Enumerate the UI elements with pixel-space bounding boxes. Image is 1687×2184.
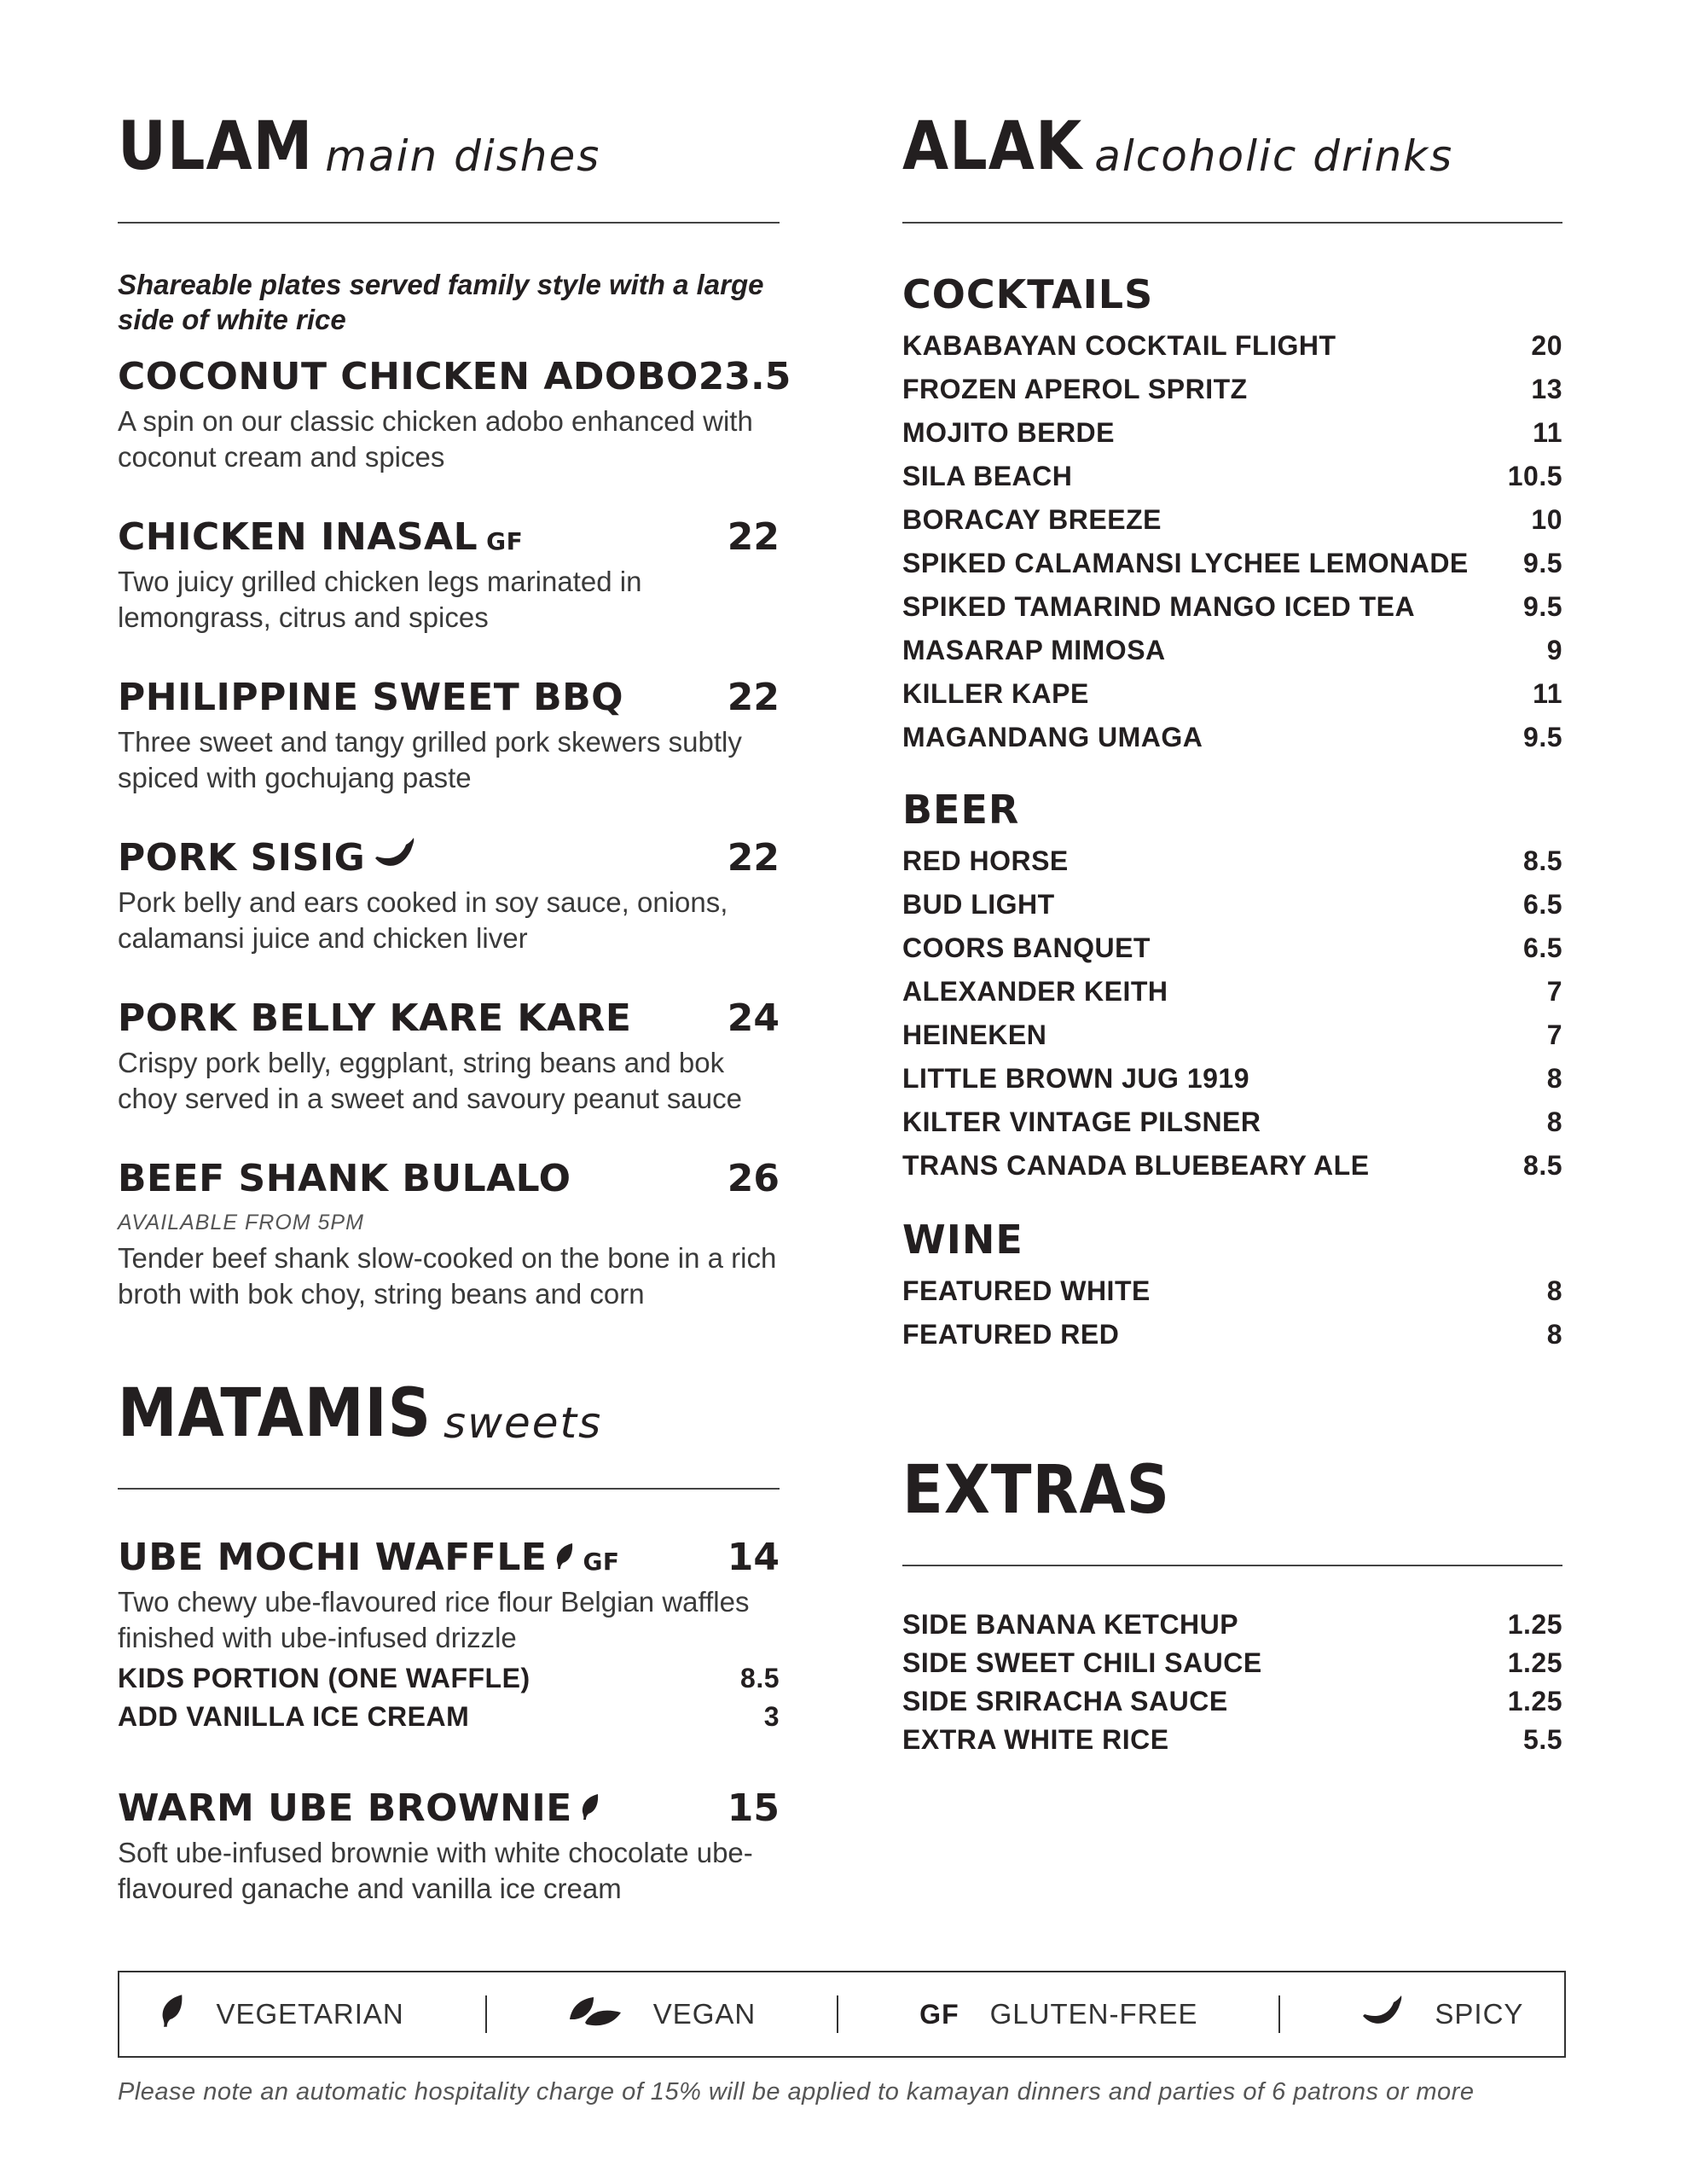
item-price: 10 bbox=[1531, 504, 1562, 535]
list-item bbox=[902, 926, 1562, 970]
item-name: BUD LIGHT bbox=[902, 889, 1055, 920]
dish-description: Two chewy ube-flavoured rice flour Belgian waffles finished with ube-infused drizzle bbox=[118, 1586, 750, 1653]
item-price: 8.5 bbox=[1523, 1150, 1562, 1181]
dish-philippine-sweet-bbq bbox=[118, 676, 780, 796]
item-price: 8 bbox=[1546, 1107, 1562, 1137]
item-name: SPIKED CALAMANSI LYCHEE LEMONADE bbox=[902, 548, 1469, 578]
item-price: 9.5 bbox=[1523, 548, 1562, 578]
item-name: SIDE BANANA KETCHUP bbox=[902, 1609, 1239, 1640]
dish-price: 14 bbox=[727, 1536, 780, 1579]
item-price: 9.5 bbox=[1523, 591, 1562, 622]
dish-name: PHILIPPINE SWEET BBQ bbox=[118, 676, 624, 719]
dish-name-group bbox=[118, 1786, 600, 1830]
list-item bbox=[902, 498, 1562, 542]
ulam-divider bbox=[118, 222, 780, 224]
dish-name-group bbox=[118, 1536, 620, 1579]
category-wine bbox=[902, 1217, 1562, 1356]
item-name: HEINEKEN bbox=[902, 1019, 1047, 1050]
availability-note: AVAILABLE FROM 5PM bbox=[118, 1211, 364, 1234]
leaf-icon bbox=[555, 1536, 574, 1579]
list-item bbox=[902, 1721, 1562, 1759]
list-item bbox=[902, 324, 1562, 368]
leaf-icon bbox=[581, 1786, 600, 1830]
item-name: SPIKED TAMARIND MANGO ICED TEA bbox=[902, 591, 1416, 622]
item-price: 10.5 bbox=[1507, 461, 1562, 491]
list-item bbox=[902, 1269, 1562, 1313]
matamis-header bbox=[118, 1374, 603, 1452]
dish-name: WARM UBE BROWNIE bbox=[118, 1786, 572, 1830]
legend-label: VEGAN bbox=[652, 1998, 757, 2030]
list-item bbox=[902, 1682, 1562, 1721]
legend-label: SPICY bbox=[1435, 1998, 1524, 2030]
extras-divider bbox=[902, 1565, 1562, 1566]
item-name: EXTRA WHITE RICE bbox=[902, 1724, 1169, 1755]
addon-price: 3 bbox=[763, 1701, 780, 1732]
extras-header bbox=[902, 1450, 1171, 1529]
item-name: KABABAYAN COCKTAIL FLIGHT bbox=[902, 330, 1336, 361]
item-name: ALEXANDER KEITH bbox=[902, 976, 1168, 1007]
legend-label: GLUTEN-FREE bbox=[989, 1998, 1198, 2030]
ulam-subtitle: main dishes bbox=[325, 131, 601, 181]
dish-name: COCONUT CHICKEN ADOBO bbox=[118, 355, 699, 398]
legend-vegan bbox=[568, 1994, 757, 2035]
alak-header bbox=[902, 107, 1454, 185]
list-item bbox=[902, 542, 1562, 585]
dish-pork-sisig bbox=[118, 836, 780, 956]
item-price: 11 bbox=[1533, 678, 1562, 709]
alak-divider bbox=[902, 222, 1562, 224]
item-name: KILLER KAPE bbox=[902, 678, 1089, 709]
extras-title: EXTRAS bbox=[902, 1450, 1171, 1529]
dish-price: 26 bbox=[727, 1157, 780, 1200]
dish-name-group bbox=[118, 836, 416, 880]
item-price: 1.25 bbox=[1507, 1647, 1562, 1678]
chili-pepper-icon bbox=[1361, 1994, 1404, 2035]
item-price: 9 bbox=[1546, 635, 1562, 665]
item-price: 6.5 bbox=[1523, 889, 1562, 920]
item-price: 8 bbox=[1546, 1319, 1562, 1350]
dish-description: Pork belly and ears cooked in soy sauce, onions, calamansi juice and chicken liver bbox=[118, 886, 728, 954]
list-item bbox=[902, 1606, 1562, 1644]
addon-kids-portion bbox=[118, 1659, 780, 1698]
item-price: 6.5 bbox=[1523, 932, 1562, 963]
item-price: 5.5 bbox=[1523, 1724, 1562, 1755]
list-item bbox=[902, 411, 1562, 455]
list-item bbox=[902, 1057, 1562, 1101]
item-price: 7 bbox=[1546, 976, 1562, 1007]
item-name: FROZEN APEROL SPRITZ bbox=[902, 374, 1248, 404]
dish-price: 22 bbox=[727, 836, 780, 880]
item-name: SILA BEACH bbox=[902, 461, 1073, 491]
dish-name: CHICKEN INASAL bbox=[118, 515, 478, 559]
dish-pork-belly-kare-kare bbox=[118, 996, 780, 1117]
item-price: 9.5 bbox=[1523, 722, 1562, 752]
ulam-header bbox=[118, 107, 601, 185]
matamis-subtitle: sweets bbox=[443, 1398, 603, 1448]
item-name: BORACAY BREEZE bbox=[902, 504, 1162, 535]
item-price: 20 bbox=[1531, 330, 1562, 361]
item-name: SIDE SWEET CHILI SAUCE bbox=[902, 1647, 1262, 1678]
dish-description: Crispy pork belly, eggplant, string beans and bok choy served in a sweet and savoury peanut sauce bbox=[118, 1047, 742, 1114]
item-price: 8 bbox=[1546, 1275, 1562, 1306]
list-item bbox=[902, 672, 1562, 716]
list-item bbox=[902, 716, 1562, 759]
dish-name: BEEF SHANK BULALO bbox=[118, 1157, 571, 1200]
item-name: KILTER VINTAGE PILSNER bbox=[902, 1107, 1261, 1137]
legend-divider bbox=[1278, 1995, 1280, 2033]
item-price: 13 bbox=[1531, 374, 1562, 404]
item-name: MOJITO BERDE bbox=[902, 417, 1115, 448]
item-price: 11 bbox=[1533, 417, 1562, 448]
item-name: MAGANDANG UMAGA bbox=[902, 722, 1203, 752]
list-item bbox=[902, 970, 1562, 1014]
legend-vegetarian bbox=[159, 1994, 403, 2035]
dish-price: 15 bbox=[727, 1786, 780, 1830]
item-name: TRANS CANADA BLUEBEARY ALE bbox=[902, 1150, 1370, 1181]
list-item bbox=[902, 1313, 1562, 1356]
category-title: WINE bbox=[902, 1217, 1023, 1263]
double-leaf-icon bbox=[568, 1994, 623, 2035]
gluten-free-tag: GF bbox=[583, 1548, 620, 1576]
addon-name: KIDS PORTION (ONE WAFFLE) bbox=[118, 1663, 530, 1693]
ulam-intro: Shareable plates served family style with a large side of white rice bbox=[118, 269, 764, 335]
dish-name: UBE MOCHI WAFFLE bbox=[118, 1536, 548, 1579]
item-price: 8 bbox=[1546, 1063, 1562, 1094]
item-name: FEATURED RED bbox=[902, 1319, 1120, 1350]
list-item bbox=[902, 883, 1562, 926]
dietary-legend bbox=[118, 1971, 1566, 2058]
list-item bbox=[902, 1101, 1562, 1144]
item-name: MASARAP MIMOSA bbox=[902, 635, 1166, 665]
dish-description: A spin on our classic chicken adobo enhanced with coconut cream and spices bbox=[118, 405, 753, 473]
item-price: 8.5 bbox=[1523, 845, 1562, 876]
ulam-title: ULAM bbox=[118, 107, 314, 185]
list-item bbox=[902, 839, 1562, 883]
dish-price: 22 bbox=[727, 676, 780, 719]
hospitality-charge-note: Please note an automatic hospitality charge of 15% will be applied to kamayan dinners and parties of 6 patrons or more bbox=[118, 2078, 1475, 2106]
dish-name: PORK BELLY KARE KARE bbox=[118, 996, 632, 1040]
category-title: BEER bbox=[902, 787, 1020, 833]
list-item bbox=[902, 629, 1562, 672]
addon-price: 8.5 bbox=[740, 1663, 780, 1693]
gluten-free-tag: GF bbox=[486, 527, 524, 555]
dish-description: Tender beef shank slow-cooked on the bone in a rich broth with bok choy, string beans and corn bbox=[118, 1242, 777, 1310]
dish-chicken-inasal bbox=[118, 515, 780, 636]
legend-divider bbox=[485, 1995, 487, 2033]
item-price: 1.25 bbox=[1507, 1686, 1562, 1716]
dish-warm-ube-brownie bbox=[118, 1786, 780, 1907]
list-item bbox=[902, 368, 1562, 411]
dish-description: Three sweet and tangy grilled pork skewers subtly spiced with gochujang paste bbox=[118, 726, 742, 793]
dish-price: 23.5 bbox=[698, 355, 791, 398]
extras-list bbox=[902, 1606, 1562, 1759]
matamis-divider bbox=[118, 1488, 780, 1490]
item-price: 7 bbox=[1546, 1019, 1562, 1050]
chili-pepper-icon bbox=[374, 836, 416, 880]
category-title: COCKTAILS bbox=[902, 271, 1154, 317]
dish-price: 24 bbox=[727, 996, 780, 1040]
leaf-icon bbox=[159, 1994, 185, 2035]
legend-gluten-free bbox=[919, 1998, 1197, 2030]
addon-name: ADD VANILLA ICE CREAM bbox=[118, 1701, 470, 1732]
dish-name-group bbox=[118, 515, 523, 559]
legend-spicy bbox=[1361, 1994, 1523, 2035]
dish-ube-mochi-waffle bbox=[118, 1536, 780, 1736]
alak-subtitle: alcoholic drinks bbox=[1094, 131, 1454, 181]
list-item bbox=[902, 1144, 1562, 1188]
dish-description: Soft ube-infused brownie with white chocolate ube-flavoured ganache and vanilla ice cream bbox=[118, 1837, 753, 1904]
legend-label: VEGETARIAN bbox=[216, 1998, 404, 2030]
dish-name: PORK SISIG bbox=[118, 836, 366, 880]
dish-coconut-chicken-adobo bbox=[118, 355, 791, 475]
legend-divider bbox=[837, 1995, 838, 2033]
list-item bbox=[902, 585, 1562, 629]
item-name: COORS BANQUET bbox=[902, 932, 1151, 963]
item-name: FEATURED WHITE bbox=[902, 1275, 1151, 1306]
dish-beef-shank-bulalo bbox=[118, 1157, 780, 1312]
item-name: LITTLE BROWN JUG 1919 bbox=[902, 1063, 1249, 1094]
addon-vanilla-ice-cream bbox=[118, 1698, 780, 1736]
item-price: 1.25 bbox=[1507, 1609, 1562, 1640]
list-item bbox=[902, 1644, 1562, 1682]
list-item bbox=[902, 1014, 1562, 1057]
dish-description: Two juicy grilled chicken legs marinated in lemongrass, citrus and spices bbox=[118, 566, 642, 633]
list-item bbox=[902, 455, 1562, 498]
category-cocktails bbox=[902, 271, 1562, 759]
item-name: SIDE SRIRACHA SAUCE bbox=[902, 1686, 1228, 1716]
category-beer bbox=[902, 787, 1562, 1188]
item-name: RED HORSE bbox=[902, 845, 1069, 876]
dish-price: 22 bbox=[727, 515, 780, 559]
alak-title: ALAK bbox=[902, 107, 1083, 185]
gluten-free-mark: GF bbox=[919, 1998, 959, 2030]
matamis-title: MATAMIS bbox=[118, 1374, 432, 1452]
